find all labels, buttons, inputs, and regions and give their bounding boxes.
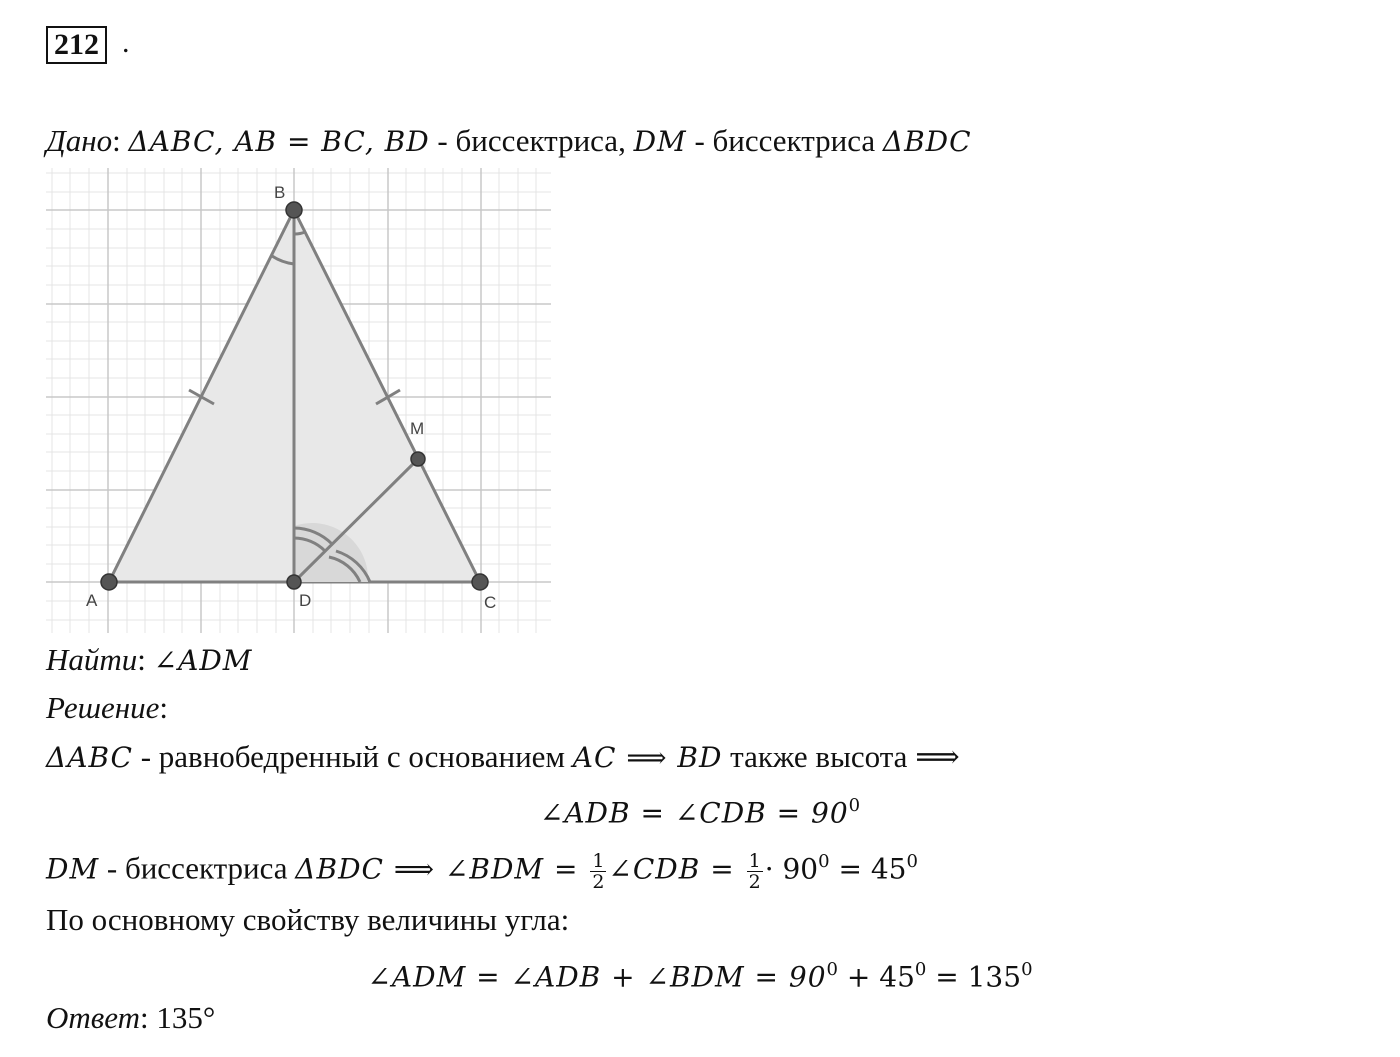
point-c	[472, 574, 488, 590]
solution-line-1	[46, 737, 960, 778]
point-a	[101, 574, 117, 590]
given-triangle-2: ΔBDC	[882, 125, 972, 158]
given-dm: DM	[633, 125, 687, 158]
solution-line-5	[0, 950, 1400, 997]
solution-line-5-sup-1: 0	[826, 959, 838, 980]
given-triangle: ΔABC, AB = BC, BD	[128, 125, 430, 158]
solution-line-4-text: По основному свойству величины угла:	[46, 902, 570, 937]
given-label: Дано	[46, 123, 113, 158]
fraction-1-numerator: 1	[592, 849, 605, 872]
solution-line-1-a: ΔABC	[46, 741, 133, 774]
solution-line-5-b: + 45	[838, 960, 915, 994]
point-b	[286, 202, 302, 218]
answer-value: 135°	[148, 1000, 216, 1035]
solution-colon: :	[159, 690, 168, 725]
solution-line-3-sup-2: 0	[906, 851, 918, 872]
solution-line-2-text: ∠ADB = ∠CDB = 90	[539, 796, 849, 830]
solution-line-5-sup-3: 0	[1021, 959, 1033, 980]
solution-line-3-d: ∠CDB =	[608, 852, 745, 886]
fraction-2-denominator: 2	[748, 870, 761, 893]
solution-line-5-c: = 135	[926, 960, 1022, 994]
solution-line-1-d: также высота ⟹	[722, 739, 960, 774]
given-line	[46, 121, 972, 162]
fraction-half-1	[590, 851, 606, 892]
geometry-figure	[46, 168, 556, 633]
label-m: M	[410, 419, 425, 438]
answer-line	[46, 998, 215, 1038]
solution-line-3-a: DM	[46, 852, 100, 886]
find-colon: :	[137, 642, 146, 677]
solution-label-line	[46, 688, 168, 728]
solution-line-2	[0, 786, 1400, 833]
point-d	[287, 575, 301, 589]
solution-line-3	[46, 842, 918, 892]
solution-line-1-b: - равнобедренный с основанием	[132, 739, 573, 774]
solution-line-3-f: = 45	[829, 852, 907, 886]
solution-line-3-b: - биссектриса	[99, 850, 296, 886]
point-m	[411, 452, 425, 466]
solution-line-3-e: · 90	[764, 852, 819, 886]
fraction-2-numerator: 1	[748, 849, 761, 872]
given-text-1: - биссектриса,	[429, 123, 634, 158]
solution-line-4	[46, 900, 569, 940]
answer-colon: :	[139, 1000, 149, 1035]
solution-line-3-sup-1: 0	[818, 851, 830, 872]
label-a: A	[86, 591, 98, 610]
solution-line-5-a: ∠ADM = ∠ADB + ∠BDM = 90	[367, 960, 827, 994]
answer-label: Ответ	[46, 1000, 140, 1035]
problem-number: 212	[46, 26, 107, 64]
solution-line-3-c: ΔBDC ⟹ ∠BDM =	[295, 852, 589, 886]
solution-line-1-c: AC ⟹ BD	[572, 741, 723, 774]
label-c: C	[484, 593, 497, 612]
find-value: ∠ADM	[153, 644, 253, 677]
solution-label: Решение	[46, 690, 160, 725]
label-d: D	[299, 591, 312, 610]
label-b: B	[274, 183, 286, 202]
find-label: Найти	[46, 642, 138, 677]
fraction-1-denominator: 2	[592, 870, 605, 893]
solution-line-5-sup-2: 0	[914, 959, 927, 980]
given-colon: :	[112, 123, 121, 158]
fraction-half-2	[747, 851, 763, 892]
problem-number-dot: .	[122, 26, 130, 59]
solution-line-2-sup: 0	[848, 795, 861, 816]
given-text-2: - биссектриса	[686, 123, 883, 158]
find-line	[46, 640, 252, 681]
